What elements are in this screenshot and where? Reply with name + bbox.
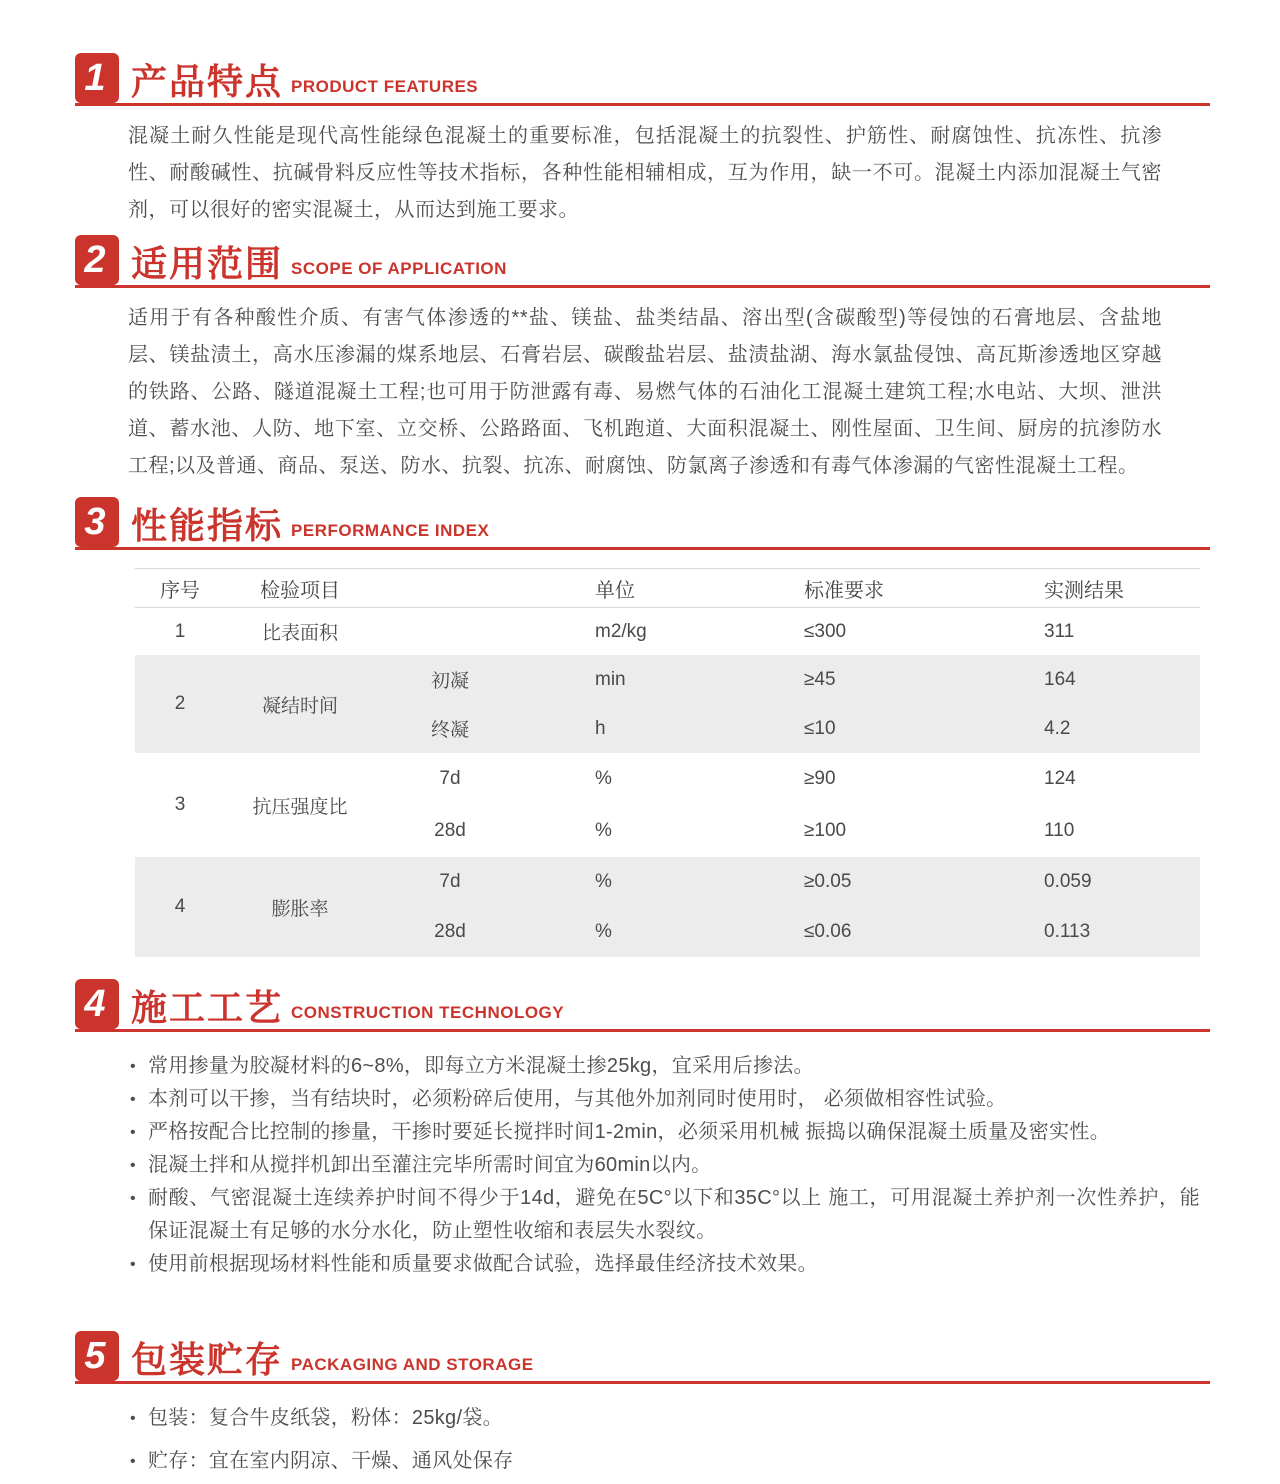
section-2-title: 适用范围 (131, 243, 284, 284)
cell-standard: ≤300 (804, 620, 847, 642)
table-row (135, 608, 1200, 655)
section-number: 1 (84, 56, 106, 99)
section-number: 5 (84, 1334, 106, 1377)
section-4-header (75, 979, 1210, 1032)
col-header-standard: 标准要求 (804, 579, 884, 602)
bullet-icon: • (130, 1157, 136, 1174)
section-3-header (75, 497, 1210, 550)
section-3-subtitle: PERFORMANCE INDEX (291, 521, 490, 540)
cell-standard: ≤0.06 (804, 921, 852, 942)
col-header-item: 检验项目 (260, 579, 340, 602)
section-2-subtitle: SCOPE OF APPLICATION (291, 259, 507, 278)
cell-unit: m2/kg (595, 620, 647, 642)
list-item: • 严格按配合比控制的掺量，干掺时要延长搅拌时间1-2min，必须采用机械 振捣以确保混凝土质量及密实性。 (130, 1116, 1200, 1149)
section-5-number-badge (75, 1331, 119, 1381)
bullet-icon: • (130, 1124, 136, 1141)
col-header-no: 序号 (160, 579, 200, 602)
cell-item: 抗压强度比 (252, 796, 348, 818)
cell-result: 164 (1044, 668, 1076, 690)
cell-standard: ≥0.05 (804, 871, 852, 892)
cell-result: 0.059 (1044, 871, 1092, 892)
section-scope-of-application (75, 235, 1280, 485)
table-row (135, 857, 1200, 957)
cell-unit: % (595, 921, 612, 942)
performance-table (135, 568, 1200, 957)
section-performance-index (75, 497, 1280, 957)
cell-result: 4.2 (1044, 717, 1071, 739)
cell-standard: ≥100 (804, 820, 847, 841)
cell-no: 2 (174, 693, 186, 714)
cell-item: 膨胀率 (271, 898, 329, 920)
cell-sub: 28d (434, 820, 466, 841)
section-4-number-badge (75, 979, 119, 1029)
section-1-header (75, 53, 1210, 106)
section-packaging-and-storage (75, 1331, 1280, 1478)
cell-item: 比表面积 (261, 623, 338, 644)
col-header-unit: 单位 (595, 579, 635, 602)
construction-bullet-list (130, 1050, 1200, 1281)
section-2-body: 适用于有各种酸性介质、有害气体渗透的**盐、镁盐、盐类结晶、溶出型(含碳酸型)等侵蚀的石膏地层、含盐地层、镁盐渍土，高水压渗漏的煤系地层、石膏岩层、碳酸盐岩层、盐渍盐湖、海水氯盐侵蚀、高瓦斯渗透地区穿越的铁路、公路、隧道混凝土工程;也可用于防泄露有毒、易燃气体的石油化工混凝土建筑工程;水电站、大坝、泄洪道、蓄水池、人防、地下室、立交桥、公路路面、飞机跑道、大面积混凝土、刚性屋面、卫生间、厨房的抗渗防水工程;以及普通、商品、泵送、防水、抗裂、抗冻、耐腐蚀、防氯离子渗透和有毒气体渗漏的气密性混凝土工程。 (128, 307, 1162, 477)
section-construction-technology (75, 979, 1280, 1281)
section-4-title: 施工工艺 (131, 987, 284, 1028)
bullet-icon: • (130, 1190, 136, 1207)
col-header-result: 实测结果 (1044, 579, 1124, 602)
bullet-icon: • (130, 1091, 136, 1108)
section-number: 4 (84, 982, 106, 1025)
cell-unit: % (595, 768, 612, 789)
section-1-number-badge (75, 53, 119, 103)
cell-no: 3 (174, 794, 186, 815)
cell-unit: h (595, 717, 606, 739)
list-item: • 混凝土拌和从搅拌机卸出至灌注完毕所需时间宜为60min以内。 (130, 1149, 1200, 1182)
cell-no: 1 (174, 620, 186, 642)
table-header-row (135, 568, 1200, 608)
section-5-header (75, 1331, 1210, 1384)
cell-result: 311 (1044, 620, 1075, 642)
section-3-number-badge (75, 497, 119, 547)
bullet-icon: • (130, 1058, 136, 1075)
bullet-icon: • (130, 1410, 136, 1427)
bullet-icon: • (130, 1256, 136, 1273)
section-1-title: 产品特点 (131, 61, 284, 102)
packaging-bullet-list (130, 1402, 1200, 1478)
table-row (135, 753, 1200, 857)
cell-result: 124 (1044, 768, 1076, 789)
cell-unit: min (595, 668, 626, 690)
cell-standard: ≥90 (804, 768, 836, 789)
list-item: • 贮存：宜在室内阴凉、干燥、通风处保存 (130, 1445, 1200, 1478)
section-5-title: 包装贮存 (131, 1339, 284, 1380)
list-item: • 使用前根据现场材料性能和质量要求做配合试验，选择最佳经济技术效果。 (130, 1248, 1200, 1281)
cell-standard: ≤10 (804, 717, 836, 739)
section-4-subtitle: CONSTRUCTION TECHNOLOGY (291, 1003, 565, 1022)
section-number: 3 (84, 500, 106, 543)
table-row (135, 655, 1200, 753)
cell-item: 凝结时间 (261, 695, 338, 717)
cell-sub: 终凝 (430, 720, 469, 741)
cell-sub: 28d (434, 921, 466, 942)
cell-sub: 初凝 (430, 671, 469, 692)
section-product-features (75, 53, 1280, 229)
list-item: • 本剂可以干掺，当有结块时，必须粉碎后使用，与其他外加剂同时使用时， 必须做相容性试验。 (130, 1083, 1200, 1116)
section-5-subtitle: PACKAGING AND STORAGE (291, 1355, 534, 1374)
section-number: 2 (84, 238, 106, 281)
cell-sub (375, 608, 525, 655)
section-2-header (75, 235, 1210, 288)
cell-result: 0.113 (1044, 921, 1091, 942)
section-1-subtitle: PRODUCT FEATURES (291, 77, 479, 96)
cell-sub: 7d (439, 871, 461, 892)
list-item: • 耐酸、气密混凝土连续养护时间不得少于14d，避免在5C°以下和35C°以上 施工，可用混凝土养护剂一次性养护，能保证混凝土有足够的水分水化，防止塑性收缩和表层失水裂纹。 (130, 1182, 1200, 1248)
bullet-icon: • (130, 1453, 136, 1470)
cell-unit: % (595, 820, 612, 841)
section-2-number-badge (75, 235, 119, 285)
cell-unit: % (595, 871, 612, 892)
list-item: • 包装：复合牛皮纸袋，粉体：25kg/袋。 (130, 1402, 1200, 1435)
section-3-title: 性能指标 (131, 505, 284, 546)
col-header-sub (375, 569, 525, 607)
cell-result: 110 (1044, 820, 1075, 841)
list-item: • 常用掺量为胶凝材料的6~8%，即每立方米混凝土掺25kg，宜采用后掺法。 (130, 1050, 1200, 1083)
cell-sub: 7d (439, 768, 461, 789)
cell-no: 4 (174, 896, 186, 917)
section-1-body: 混凝土耐久性能是现代高性能绿色混凝土的重要标准，包括混凝土的抗裂性、护筋性、耐腐蚀性、抗冻性、抗渗性、耐酸碱性、抗碱骨料反应性等技术指标，各种性能相辅相成，互为作用，缺一不可。混凝土内添加混凝土气密剂，可以很好的密实混凝土，从而达到施工要求。 (128, 125, 1162, 221)
cell-standard: ≥45 (804, 668, 836, 690)
